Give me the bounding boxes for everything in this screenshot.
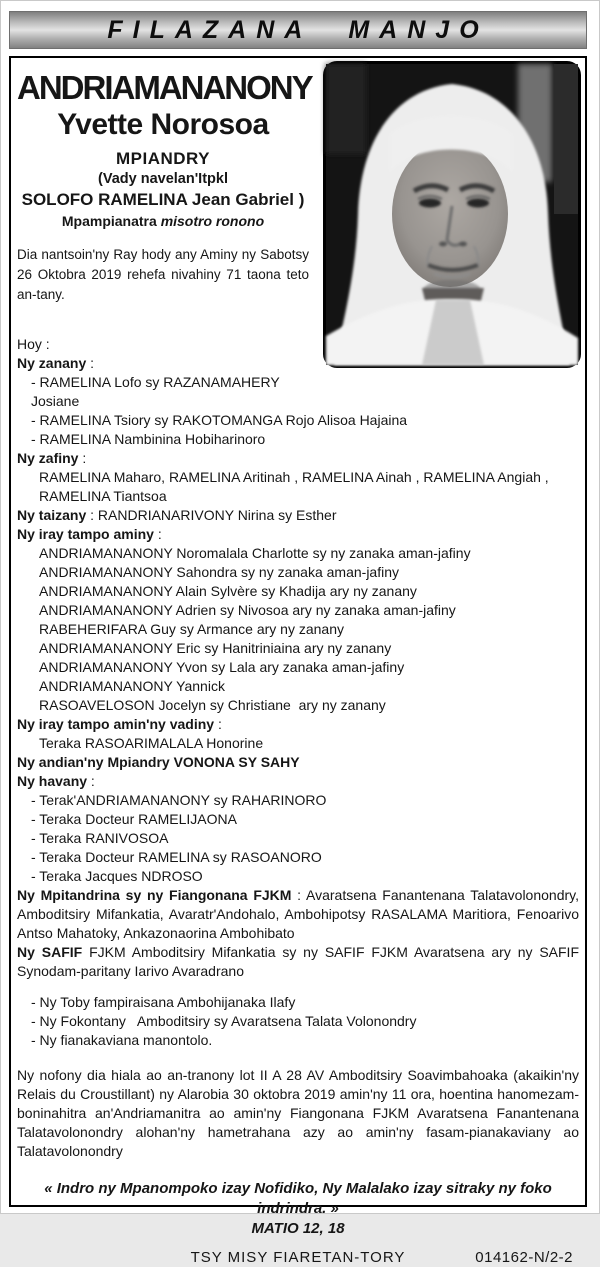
deceased-given-names: Yvette Norosoa: [57, 108, 269, 141]
family-member-line: - Teraka Jacques NDROSO: [31, 868, 203, 884]
portrait-illustration: [326, 64, 578, 365]
community-line: - Ny fianakaviana manontolo.: [31, 1032, 213, 1048]
profession-line: Mpampianatra misotro ronono: [61, 213, 265, 229]
portrait-photo: [323, 61, 581, 368]
family-member-line: - Teraka RANIVOSOA: [31, 830, 169, 846]
family-group-label: Ny zanany :: [17, 355, 95, 371]
safif-paragraph: Ny SAFIF FJKM Amboditsiry Mifankatia sy ny SAFIF FJKM Avaratsena ary ny SAFIF Synodam-paritany Iarivo Avaradrano: [17, 944, 580, 979]
masthead-title: FILAZANA MANJO: [107, 16, 489, 44]
scripture-quote: « Indro ny Mpanompoko izay Nofidiko, Ny Malalako izay sitraky ny foko indrindra. »: [44, 1180, 552, 1217]
family-group-label: Ny zafiny :: [17, 450, 87, 466]
family-member-line: - RAMELINA Lofo sy RAZANAMAHERY Josiane: [31, 374, 284, 409]
salutation-line: Hoy :: [17, 336, 50, 352]
deceased-name-block: [17, 69, 312, 231]
family-member-line: Teraka RASOARIMALALA Honorine: [39, 735, 264, 751]
family-member-line: ANDRIAMANANONY Yannick: [39, 678, 225, 694]
family-member-line: ANDRIAMANANONY Yvon sy Lala ary zanaka aman-jafiny: [39, 659, 405, 675]
family-member-line: ANDRIAMANANONY Noromalala Charlotte sy ny zanaka aman-jafiny: [39, 545, 471, 561]
death-announcement: Dia nantsoin'ny Ray hody any Aminy ny Sabotsy 26 Oktobra 2019 rehefa nivahiny 71 taona teto an-tany.: [17, 247, 309, 302]
funeral-announcement: Ny nofony dia hiala ao an-tranony lot II A 28 AV Amboditsiry Soavimbahoaka (akaikin'ny Relais du Croustillant) ny Alarobia 30 oktobra 2019 amin'ny 11 ora, hoentina hanomezam-boninahitra an'Andriamanitra ao amin'ny Fiangonana FJKM Avaratsena Fanantenana Talatavolonondry alohan'ny hametrahana azy ao amin'ny fasam-pianakaviany ao Talatavolonondry: [17, 1067, 579, 1159]
family-group-label: Ny havany :: [17, 773, 95, 789]
footer-row: [17, 1248, 579, 1267]
family-member-line: - Teraka Docteur RAMELIJAONA: [31, 811, 237, 827]
mpiandry-troop-line: Ny andian'ny Mpiandry VONONA SY SAHY: [17, 754, 300, 770]
scripture-reference: MATIO 12, 18: [251, 1220, 345, 1237]
community-line: - Ny Toby fampiraisana Ambohijanaka Ilafy: [31, 994, 296, 1010]
family-member-line: - Terak'ANDRIAMANANONY sy RAHARINORO: [31, 792, 327, 808]
community-line: - Ny Fokontany Amboditsiry sy Avaratsena Talata Volonondry: [31, 1013, 417, 1029]
deceased-surname: ANDRIAMANANONY: [17, 69, 312, 106]
notice-card: [9, 56, 587, 1266]
vigil-note: TSY MISY FIARETAN-TORY: [190, 1249, 406, 1266]
family-member-line: RABEHERIFARA Guy sy Armance ary ny zanany: [39, 621, 345, 637]
family-member-line: - Teraka Docteur RAMELINA sy RASOANORO: [31, 849, 322, 865]
family-member-line: ANDRIAMANANONY Eric sy Hanitriniaina ary ny zanany: [39, 640, 392, 656]
family-member-line: ANDRIAMANANONY Adrien sy Nivosoa ary ny zanaka aman-jafiny: [39, 602, 456, 618]
family-member-line: RASOAVELOSON Jocelyn sy Christiane ary ny zanany: [39, 697, 386, 713]
family-group-label: Ny iray tampo amin'ny vadiny :: [17, 716, 222, 732]
family-member-line: RAMELINA Maharo, RAMELINA Aritinah , RAMELINA Ainah , RAMELINA Angiah , RAMELINA Tiantsoa: [39, 469, 553, 504]
spouse-name-line: SOLOFO RAMELINA Jean Gabriel ): [21, 190, 305, 209]
family-group-inline: Ny taizany : RANDRIANARIVONY Nirina sy Esther: [17, 507, 337, 523]
church-paragraph: Ny Mpitandrina sy ny Fiangonana FJKM : Avaratsena Fanantenana Talatavolonondry, Amboditsiry Mifankatia, Avaratr'Andohalo, Ambohipotsy RASALAMA Maritiora, Fenoarivo Antso Mahatoky, Ankazonaorina Ambohibato: [17, 887, 579, 941]
spouse-intro-line: (Vady navelan'Itpkl: [98, 171, 228, 187]
masthead-banner: [9, 11, 587, 49]
reference-number: 014162-N/2-2: [475, 1249, 573, 1266]
left-column: [17, 69, 312, 411]
deceased-role: MPIANDRY: [115, 149, 211, 168]
family-group-label: Ny iray tampo aminy :: [17, 526, 162, 542]
family-member-line: - RAMELINA Nambinina Hobiharinoro: [31, 431, 266, 447]
community-list: [17, 993, 579, 1050]
family-member-line: ANDRIAMANANONY Alain Sylvère sy Khadija ary ny zanany: [39, 583, 417, 599]
family-member-line: - RAMELINA Tsiory sy RAKOTOMANGA Rojo Alisoa Hajaina: [31, 412, 408, 428]
main-text: [17, 411, 579, 1267]
family-member-line: ANDRIAMANANONY Sahondra sy ny zanaka aman-jafiny: [39, 564, 400, 580]
